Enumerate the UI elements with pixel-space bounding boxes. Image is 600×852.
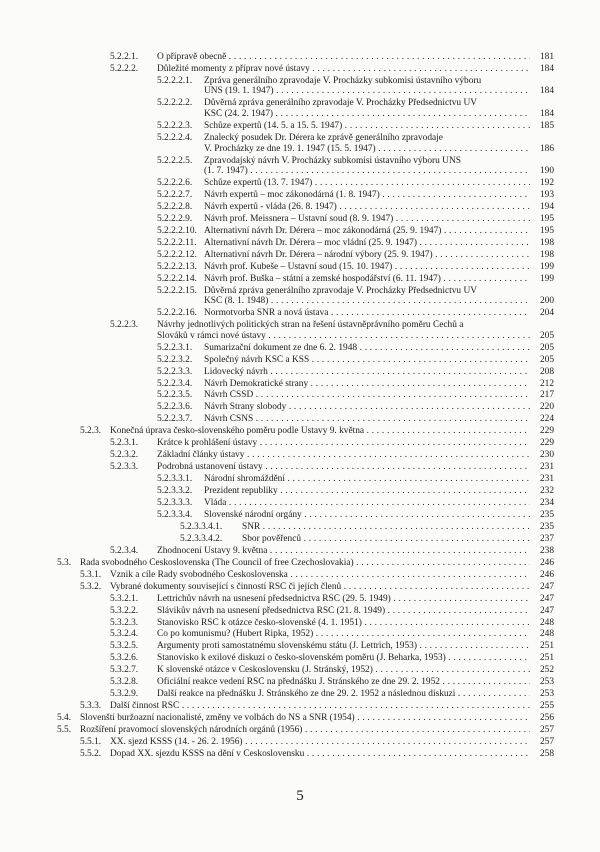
toc-entry [0, 98, 600, 119]
toc-entry [0, 308, 600, 319]
toc-entry-title [157, 52, 554, 63]
toc-entry-title [204, 343, 554, 354]
toc-entry-page: 195 [530, 226, 554, 237]
toc-entry-number: 5.2.2.3.4. [157, 378, 193, 389]
toc-entry-title-text: Co po komunismu? (Hubert Ripka, 1952) [157, 629, 314, 640]
toc-entry-page: 248 [530, 629, 554, 640]
toc-entry-title [157, 689, 554, 700]
toc-entry-number: 5.3.2.7. [110, 665, 139, 676]
toc-entry-title-text: Znalecký posudek Dr. Dérera ke zprávě generálního zpravodaje [204, 132, 443, 143]
toc-entry-page: 181 [530, 52, 554, 63]
toc-entry-title-text: Stanovisko k exilové diskuzi o česko-slovenském poměru (J. Beharka, 1953) [157, 653, 446, 664]
toc-entry-page: 246 [530, 558, 554, 569]
toc-entry-page: 232 [530, 486, 554, 497]
toc-entry [0, 52, 600, 63]
toc-entry-title [204, 402, 554, 413]
toc-entry [0, 355, 600, 366]
toc-entry-title-text: Alternativní návrh Dr. Dérera – národní výbory (25. 9. 1947) [204, 249, 433, 260]
toc-entry [0, 641, 600, 652]
toc-entry-number: 5.4. [57, 713, 72, 724]
toc-entry-number: 5.2.2.2.7. [157, 190, 193, 200]
toc-entry-number: 5.5.1. [80, 737, 102, 747]
toc-entry [0, 725, 600, 736]
toc-entry-title [242, 534, 554, 545]
toc-entry-number: 5.2.2.2.6. [157, 178, 193, 189]
toc-entry-title [157, 594, 554, 605]
toc-entry-title [204, 226, 554, 237]
toc-entry-title [204, 308, 554, 319]
toc-entry-title [204, 274, 554, 285]
toc-entry-number: 5.2.3.3.2. [157, 486, 193, 497]
toc-entry-title-text: Zpráva generálního zpravodaje V. Procházky subkomisi ústavního výboru [204, 75, 482, 86]
toc-entry [0, 474, 600, 485]
toc-entry-title-text: Rada svobodného Československa (The Council of free Czechoslovakia) [80, 557, 354, 568]
toc-entry-title [204, 390, 554, 401]
toc-entry-page: 235 [530, 510, 554, 521]
toc-entry [0, 618, 600, 629]
toc-entry-title-text: Schůze expertů (13. 7. 1947) [204, 178, 313, 189]
toc-entry-page: 208 [530, 367, 554, 378]
toc-entry [0, 286, 600, 307]
toc-entry [0, 343, 600, 354]
toc-entry-page: 246 [530, 570, 554, 581]
toc-entry-title [110, 570, 554, 581]
toc-entry [0, 629, 600, 640]
toc-entry-title [157, 665, 554, 676]
toc-entry [0, 414, 600, 425]
toc-entry [0, 320, 600, 341]
toc-entry-number: 5.3.2.6. [110, 653, 139, 664]
toc-entry [0, 510, 600, 521]
toc-entry [0, 701, 600, 712]
toc-entry-title-text: Slováků v rámci nové ústavy [157, 330, 266, 341]
toc-entry [0, 558, 600, 569]
toc-entry-number: 5.2.3.3. [110, 462, 139, 473]
toc-entry [0, 214, 600, 225]
toc-entry-number: 5.2.2.3.3. [157, 366, 193, 377]
toc-entry-title [204, 474, 554, 485]
toc-entry-title-text: ÚNS (19. 1. 1947) [204, 86, 274, 97]
toc-entry-number: 5.2.2.3.7. [157, 414, 193, 425]
toc-entry-title [204, 367, 554, 378]
toc-entry-number: 5.2.2.2.12. [157, 249, 197, 260]
toc-entry-number: 5.2.2.2. [110, 63, 139, 74]
toc-entry-title [110, 582, 554, 593]
toc-entry-number: 5.2.3.2. [110, 450, 139, 461]
toc-entry-number: 5.2.2.2.16. [157, 308, 197, 319]
toc-entry-number: 5.2.3.3.1. [157, 474, 193, 485]
toc-entry-title-text: Důležité momenty z příprav nové ústavy [157, 63, 310, 74]
toc-entry-page: 204 [530, 308, 554, 319]
toc-entry-page: 194 [530, 202, 554, 213]
toc-entry-title-text: Základní články ústavy [157, 450, 245, 461]
toc-entry-page: 247 [530, 582, 554, 593]
toc-entry-title [204, 190, 554, 201]
toc-entry-page: 247 [530, 594, 554, 605]
toc-entry-number: 5.2.2.3.2. [157, 354, 193, 365]
toc-entry-page: 231 [530, 462, 554, 473]
toc-entry [0, 250, 600, 261]
toc-entry-title-text: SNR [242, 521, 261, 532]
toc-entry-title [157, 629, 554, 640]
toc-entry-title-text: Sumarizační dokument ze dne 6. 2. 1948 [204, 342, 358, 353]
toc-entry-number: 5.2.3. [80, 426, 102, 437]
toc-entry [0, 202, 600, 213]
toc-entry-page: 231 [530, 474, 554, 485]
toc-entry-title [204, 355, 554, 366]
toc-entry-number: 5.2.3.3.4.1. [180, 521, 223, 532]
toc-entry-title [204, 98, 554, 109]
toc-entry-page: 252 [530, 665, 554, 676]
toc-entry-title [204, 156, 554, 167]
toc-entry [0, 665, 600, 676]
toc-entry [0, 462, 600, 473]
toc-entry-title-text: Slovenští buržoazní nacionalisté, změny ve volbách do NS a SNR (1954) [80, 713, 355, 724]
toc-entry-page: 237 [530, 534, 554, 545]
toc-entry-number: 5.2.2.2.9. [157, 213, 193, 224]
toc-entry-title [157, 64, 554, 75]
toc-entry-page: 251 [530, 653, 554, 664]
toc-entry-page: 184 [530, 64, 554, 75]
toc-entry-number: 5.3.1. [80, 569, 102, 580]
toc-entry [0, 156, 600, 177]
toc-entry-title [242, 522, 554, 533]
toc-entry-number: 5.3.2.3. [110, 617, 139, 628]
toc-entry-title-text: Dopad XX. sjezdu KSSS na dění v Československu [110, 748, 305, 759]
toc-entry [0, 190, 600, 201]
toc-entry-title [204, 486, 554, 497]
toc-entry-title [204, 250, 554, 261]
toc-entry-number: 5.2.2.2.8. [157, 201, 193, 212]
toc-entry-page: 248 [530, 618, 554, 629]
toc-entry-title [204, 166, 554, 177]
toc-entry [0, 178, 600, 189]
toc-entry-title [157, 450, 554, 461]
toc-entry-page: 185 [530, 121, 554, 132]
toc-entry-number: 5.2.2.1. [110, 52, 139, 62]
toc-entry-title-text: XX. sjezd KSSS (14. - 26. 2. 1956) [110, 737, 243, 747]
toc-entry-page: 192 [530, 178, 554, 189]
toc-entry-page: 199 [530, 274, 554, 285]
toc-entry-title-text: Návrh Demokratické strany [204, 378, 309, 389]
toc-entry-page: 199 [530, 262, 554, 273]
toc-entry-number: 5.5. [57, 725, 72, 736]
toc-entry-page: 205 [530, 355, 554, 366]
toc-entry-title [80, 713, 554, 724]
toc-entry-page: 229 [530, 438, 554, 449]
toc-entry-number: 5.2.2.3.1. [157, 342, 193, 353]
toc-entry [0, 450, 600, 461]
toc-entry-page: 253 [530, 677, 554, 688]
toc-entry [0, 486, 600, 497]
toc-entry-title [204, 121, 554, 132]
toc-entry-title-text: Sbor pověřenců [242, 533, 302, 544]
toc-entry-page: 205 [530, 343, 554, 354]
toc-entry-title-text: Rozšíření pravomocí slovenských národních orgánů (1956) [80, 725, 303, 736]
toc-entry [0, 64, 600, 75]
toc-entry-title-text: Slovenské národní orgány [204, 509, 302, 520]
toc-entry-number: 5.3.2.8. [110, 677, 139, 688]
toc-entry-number: 5.5.2. [80, 748, 102, 759]
toc-entry-number: 5.2.2.2.1. [157, 75, 193, 86]
toc-entry [0, 76, 600, 97]
toc-entry-number: 5.2.3.3.3. [157, 498, 193, 508]
toc-entry [0, 713, 600, 724]
toc-entry [0, 402, 600, 413]
toc-entry [0, 582, 600, 593]
toc-entry-title-text: Alternativní návrh Dr. Dérera – moc zákonodárná (25. 9. 1947) [204, 225, 442, 236]
toc-entry-title-text: Národní shromáždění [204, 474, 285, 485]
toc-entry-title-text: Návrh prof. Kubeše – Ústavní soud (15. 10. 1947) [204, 261, 393, 272]
toc-entry-title-text: Alternativní návrh Dr. Dérera – moc vládní (25. 9. 1947) [204, 237, 417, 248]
toc-entry-title [157, 641, 554, 652]
toc-entry-title [204, 238, 554, 249]
toc-entry-number: 5.3.2. [80, 581, 102, 592]
toc-entry-title-text: Důvěrná zpráva generálního zpravodaje V. Procházky Předsednictvu ÚV [204, 98, 477, 109]
toc-entry-title-text: Návrh prof. Meissnera – Ústavní soud (8. 9. 1947) [204, 213, 394, 224]
toc-entry-title-text: Lidovecký návrh [204, 366, 268, 377]
toc-entry-title [80, 558, 554, 569]
toc-entry-title-text: Krátce k prohlášení ústavy [157, 438, 258, 449]
toc-entry-title-text: Návrh Strany slobody [204, 402, 287, 413]
toc-entry-title [204, 296, 554, 307]
toc-entry-title [204, 76, 554, 87]
toc-entry-title [80, 725, 554, 736]
toc-entry-page: 217 [530, 390, 554, 401]
toc-entry-page: 247 [530, 606, 554, 617]
toc-entry [0, 606, 600, 617]
toc-entry-title [110, 701, 554, 712]
toc-entry-title-text: Prezident republiky [204, 486, 278, 497]
toc-entry-title-text: Konečná úprava česko-slovenského poměru podle Ústavy 9. května [110, 426, 365, 437]
toc-entry-title-text: Schůze expertů (14. 5. a 15. 5. 1947) [204, 121, 343, 131]
toc-entry [0, 534, 600, 545]
toc-entry-title [204, 262, 554, 273]
toc-entry-number: 5.2.2.2.13. [157, 261, 197, 272]
toc-entry-title-text: Vláda [204, 498, 227, 508]
toc-entry-title [204, 144, 554, 155]
toc-entry-title-text: Další reakce na přednášku J. Stránského ze dne 29. 2. 1952 a následnou diskuzi [157, 689, 456, 700]
toc-entry-title [110, 737, 554, 748]
toc-entry-number: 5.2.2.2.4. [157, 132, 193, 143]
toc-entry [0, 594, 600, 605]
toc-entry-page: 186 [530, 144, 554, 155]
toc-entry-title [157, 331, 554, 342]
toc-entry-title-text: Argumenty proti samostatnému slovenskému státu (J. Lettrich, 1953) [157, 641, 417, 652]
toc-entry-title-text: Vybrané dokumenty související s činností RSČ či jejích členů [110, 581, 342, 592]
toc-entry-title [110, 749, 554, 760]
page-number: 5 [296, 788, 304, 804]
toc-entry-page: 198 [530, 250, 554, 261]
toc-entry-title [157, 462, 554, 473]
toc-entry-page: 200 [530, 296, 554, 307]
toc-entry-title-text: Návrhy jednotlivých politických stran na řešení ústavněprávního poměru Čechů a [157, 320, 464, 331]
toc-entry-title-text: Oficiální reakce vedení RSČ na přednášku J. Stránského ze dne 29. 2. 1952 [157, 677, 440, 688]
toc-entry-title-text: K slovenské otázce v Československu (J. Stránský, 1952) [157, 665, 373, 676]
toc-entry-number: 5.2.2.2.3. [157, 121, 193, 131]
toc-entry-title [204, 498, 554, 509]
toc-entry-page: 255 [530, 701, 554, 712]
toc-entry-page: 257 [530, 737, 554, 748]
toc-entry-page: 253 [530, 689, 554, 700]
toc-entry [0, 570, 600, 581]
toc-entry-title [204, 414, 554, 425]
toc-entry-title-text: Návrh expertů - vláda (26. 8. 1947) [204, 201, 337, 212]
toc-entry-page: 212 [530, 379, 554, 390]
toc-entry-title-text: Zpravodajský návrh V. Procházky subkomisi ústavního výboru ÚNS [204, 155, 461, 166]
toc-entry-page: 230 [530, 450, 554, 461]
toc-entry [0, 749, 600, 760]
toc-entry-title-text: KSČ (24. 2. 1947) [204, 109, 274, 120]
toc-entry [0, 737, 600, 748]
toc-entry-number: 5.3.2.5. [110, 641, 139, 652]
toc-entry-page: 195 [530, 214, 554, 225]
toc-entry-title-text: Další činnost RSČ [110, 701, 180, 712]
toc-entry [0, 498, 600, 509]
toc-entry-page: 190 [530, 166, 554, 177]
toc-entry-title-text: Návrh ČSSD [204, 390, 254, 401]
toc-entry-title [157, 618, 554, 629]
toc-entry [0, 677, 600, 688]
toc-entry-number: 5.2.2.2.14. [157, 273, 197, 284]
toc-entry-title [204, 202, 554, 213]
toc-entry-number: 5.3.3. [80, 701, 102, 712]
toc-entry-page: 234 [530, 498, 554, 509]
toc-entry [0, 262, 600, 273]
toc-entry-title [157, 438, 554, 449]
toc-entry-page: 238 [530, 546, 554, 557]
toc-entry [0, 689, 600, 700]
toc-entry-title-text: V. Procházky ze dne 19. 1. 1947 (15. 5. 1947) [204, 143, 376, 154]
toc-entry-page: 257 [530, 725, 554, 736]
toc-entry-title-text: O přípravě obecně [157, 52, 227, 62]
toc-entry-page: 193 [530, 190, 554, 201]
toc-entry [0, 438, 600, 449]
toc-entry-title [157, 606, 554, 617]
toc-entry [0, 238, 600, 249]
toc-entry-title-text: Návrh ČSNS [204, 414, 254, 425]
toc-entry-number: 5.2.2.3.5. [157, 390, 193, 401]
toc-entry-page: 184 [530, 109, 554, 120]
toc-entry-number: 5.2.3.3.4.2. [180, 533, 223, 544]
toc-entry-number: 5.2.3.3.4. [157, 509, 193, 520]
toc-entry-number: 5.2.2.2.11. [157, 237, 197, 248]
toc-entry-page: 184 [530, 86, 554, 97]
toc-entry-title [157, 320, 554, 331]
toc-entry-number: 5.2.2.2.15. [157, 285, 197, 296]
toc-entry-number: 5.3.2.2. [110, 605, 139, 616]
toc-entry-title-text: Podrobná ustanovení ústavy [157, 462, 263, 473]
toc-entry-title-text: Návrh prof. Buška – státní a zemské hospodářství (6. 11. 1947) [204, 273, 441, 284]
toc-entry-number: 5.3.2.1. [110, 593, 139, 604]
toc-entry-title [157, 677, 554, 688]
toc-entry [0, 379, 600, 390]
toc-entry-page: 220 [530, 402, 554, 413]
toc-entry-number: 5.3.2.4. [110, 629, 139, 640]
toc-entry-number: 5.2.2.2.5. [157, 155, 193, 166]
toc-entry [0, 546, 600, 557]
toc-entry-title [204, 178, 554, 189]
toc-entry-title [204, 286, 554, 297]
toc-entry-title-text: Návrh expertů – moc zákonodárná (1. 8. 1947) [204, 190, 380, 200]
toc-entry-title [157, 653, 554, 664]
toc-entry-page: 258 [530, 749, 554, 760]
toc-entry [0, 121, 600, 132]
toc-entry-page: 251 [530, 641, 554, 652]
toc-entry-title-text: KSČ (8. 1. 1948) [204, 296, 269, 307]
toc-entry-number: 5.2.2.2.2. [157, 98, 193, 109]
toc-entry-page: 205 [530, 331, 554, 342]
toc-entry-title [204, 214, 554, 225]
toc-entry-page: 256 [530, 713, 554, 724]
toc-entry [0, 390, 600, 401]
toc-entry-page: 224 [530, 414, 554, 425]
toc-entry-title [204, 510, 554, 521]
toc-entry-title-text: Společný návrh KSČ a KSS [204, 354, 310, 365]
toc-entry-number: 5.2.3.4. [110, 545, 139, 556]
toc-entry-title-text: Normotvorba SNR a nová ústava [204, 308, 329, 319]
toc-entry-title-text: (1. 7. 1947) [204, 166, 248, 177]
toc-entry-title [204, 133, 554, 144]
toc-entry-number: 5.3. [57, 557, 72, 568]
toc-entry-title [204, 379, 554, 390]
toc-entry-title [157, 546, 554, 557]
toc-entry [0, 226, 600, 237]
toc-entry-title-text: Stanovisko RSČ k otázce česko-slovenské (4. 1. 1951) [157, 617, 362, 628]
toc-entry-title-text: Lettrichův návrh na usnesení předsednictva RSČ (29. 5. 1949) [157, 593, 391, 604]
toc-entry [0, 274, 600, 285]
toc-entry-title [204, 86, 554, 97]
toc-entry-title-text: Zhodnocení Ústavy 9. května [157, 545, 268, 556]
toc-entry-title-text: Vznik a cíle Rady svobodného Československa [110, 569, 288, 580]
toc-entry [0, 653, 600, 664]
toc-entry-title [110, 426, 554, 437]
toc-entry [0, 522, 600, 533]
toc-entry-number: 5.2.3.1. [110, 438, 139, 449]
toc-entry-title [204, 109, 554, 120]
toc-entry-number: 5.2.2.3.6. [157, 402, 193, 413]
toc-entry-page: 235 [530, 522, 554, 533]
toc-entry [0, 133, 600, 154]
toc-entry-page: 229 [530, 426, 554, 437]
toc-entry-page: 198 [530, 238, 554, 249]
toc-entry-title-text: Důvěrná zpráva generálního zpravodaje V. Procházky Předsednictvu ÚV [204, 285, 477, 296]
toc-entry-title-text: Slávikův návrh na usnesení předsednictva RSČ (21. 8. 1949) [157, 605, 386, 616]
toc-entry [0, 367, 600, 378]
toc-entry-number: 5.3.2.9. [110, 689, 139, 700]
toc-entry [0, 426, 600, 437]
toc-entry-number: 5.2.2.2.10. [157, 225, 197, 236]
toc-entry-number: 5.2.2.3. [110, 320, 139, 331]
